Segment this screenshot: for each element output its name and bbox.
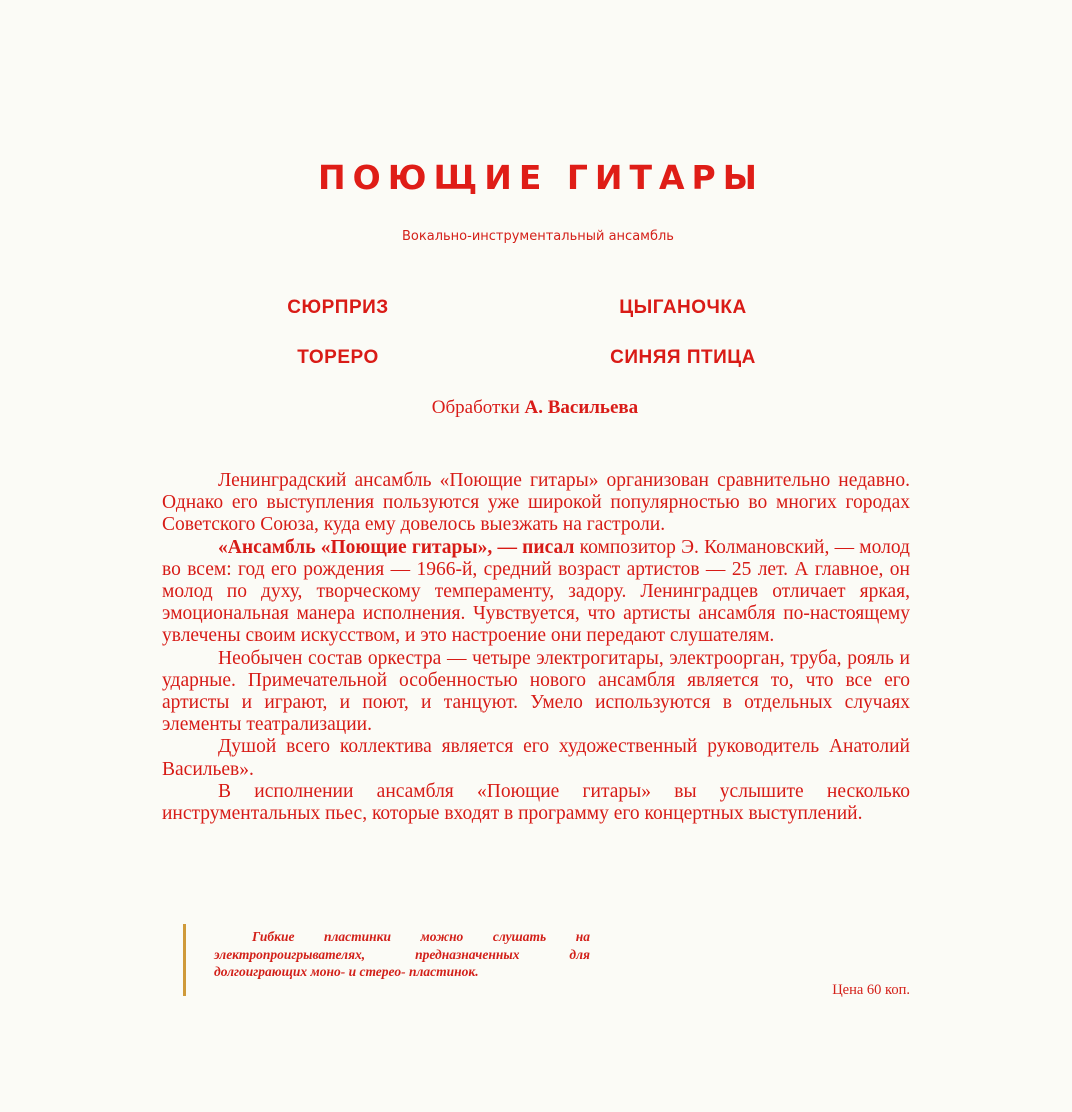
- liner-paragraph: [162, 537, 910, 648]
- playback-note: [214, 928, 590, 981]
- liner-paragraph: Ленинградский ансамбль «Поющие гитары» организован сравнительно недавно. Однако его выступления пользуются уже широкой популярностью во многих городах Советского Союза, куда ему довелось выезжать на гастроли.: [162, 470, 910, 536]
- song-title: ТОРЕРО: [297, 347, 379, 368]
- arrangements-prefix: Обработки: [431, 397, 520, 418]
- note-divider: [183, 924, 186, 996]
- quote-body: композитор Э. Колмановский, — молод во всем: год его рождения — 1966-й, средний возраст артистов — 25 лет. А главное, он молод по духу, творческому темпераменту, задору. Ленинградцев отличает яркая, эмоциональная манера исполнения. Чувствуется, что артисты ансамбля по-настоящему увлечены своим искусством, и это настроение они передают слушателям.: [162, 536, 910, 647]
- playback-note-text: Гибкие пластинки можно слушать на электропроигрывателях, предназначенных для долгоиграющих моно- и стерео- пластинок.: [214, 929, 590, 979]
- page-subtitle: Вокально-инструментальный ансамбль: [402, 229, 674, 244]
- arranger-name: А. Васильева: [524, 397, 639, 418]
- liner-notes: [162, 470, 910, 825]
- page-title: ПОЮЩИЕ ГИТАРЫ: [318, 158, 764, 197]
- liner-paragraph: В исполнении ансамбля «Поющие гитары» вы услышите несколько инструментальных пьес, которые входят в программу его концертных выступлений.: [162, 780, 910, 825]
- liner-paragraph: Необычен состав оркестра — четыре электрогитары, электроорган, труба, рояль и ударные. Примечательной особенностью нового ансамбля является то, что все его артисты и играют, и поют, и танцуют. Умело используются в отдельных случаях элементы театрализации.: [162, 647, 910, 736]
- quote-lead: «Ансамбль «Поющие гитары», — писал: [218, 536, 575, 558]
- liner-paragraph: Душой всего коллектива является его художественный руководитель Анатолий Васильев».: [162, 736, 910, 780]
- price-label: Цена 60 коп.: [832, 982, 910, 998]
- song-title: СЮРПРИЗ: [287, 297, 389, 318]
- song-title: ЦЫГАНОЧКА: [619, 297, 747, 318]
- arrangements-credit: [0, 397, 1070, 419]
- song-title: СИНЯЯ ПТИЦА: [610, 347, 756, 368]
